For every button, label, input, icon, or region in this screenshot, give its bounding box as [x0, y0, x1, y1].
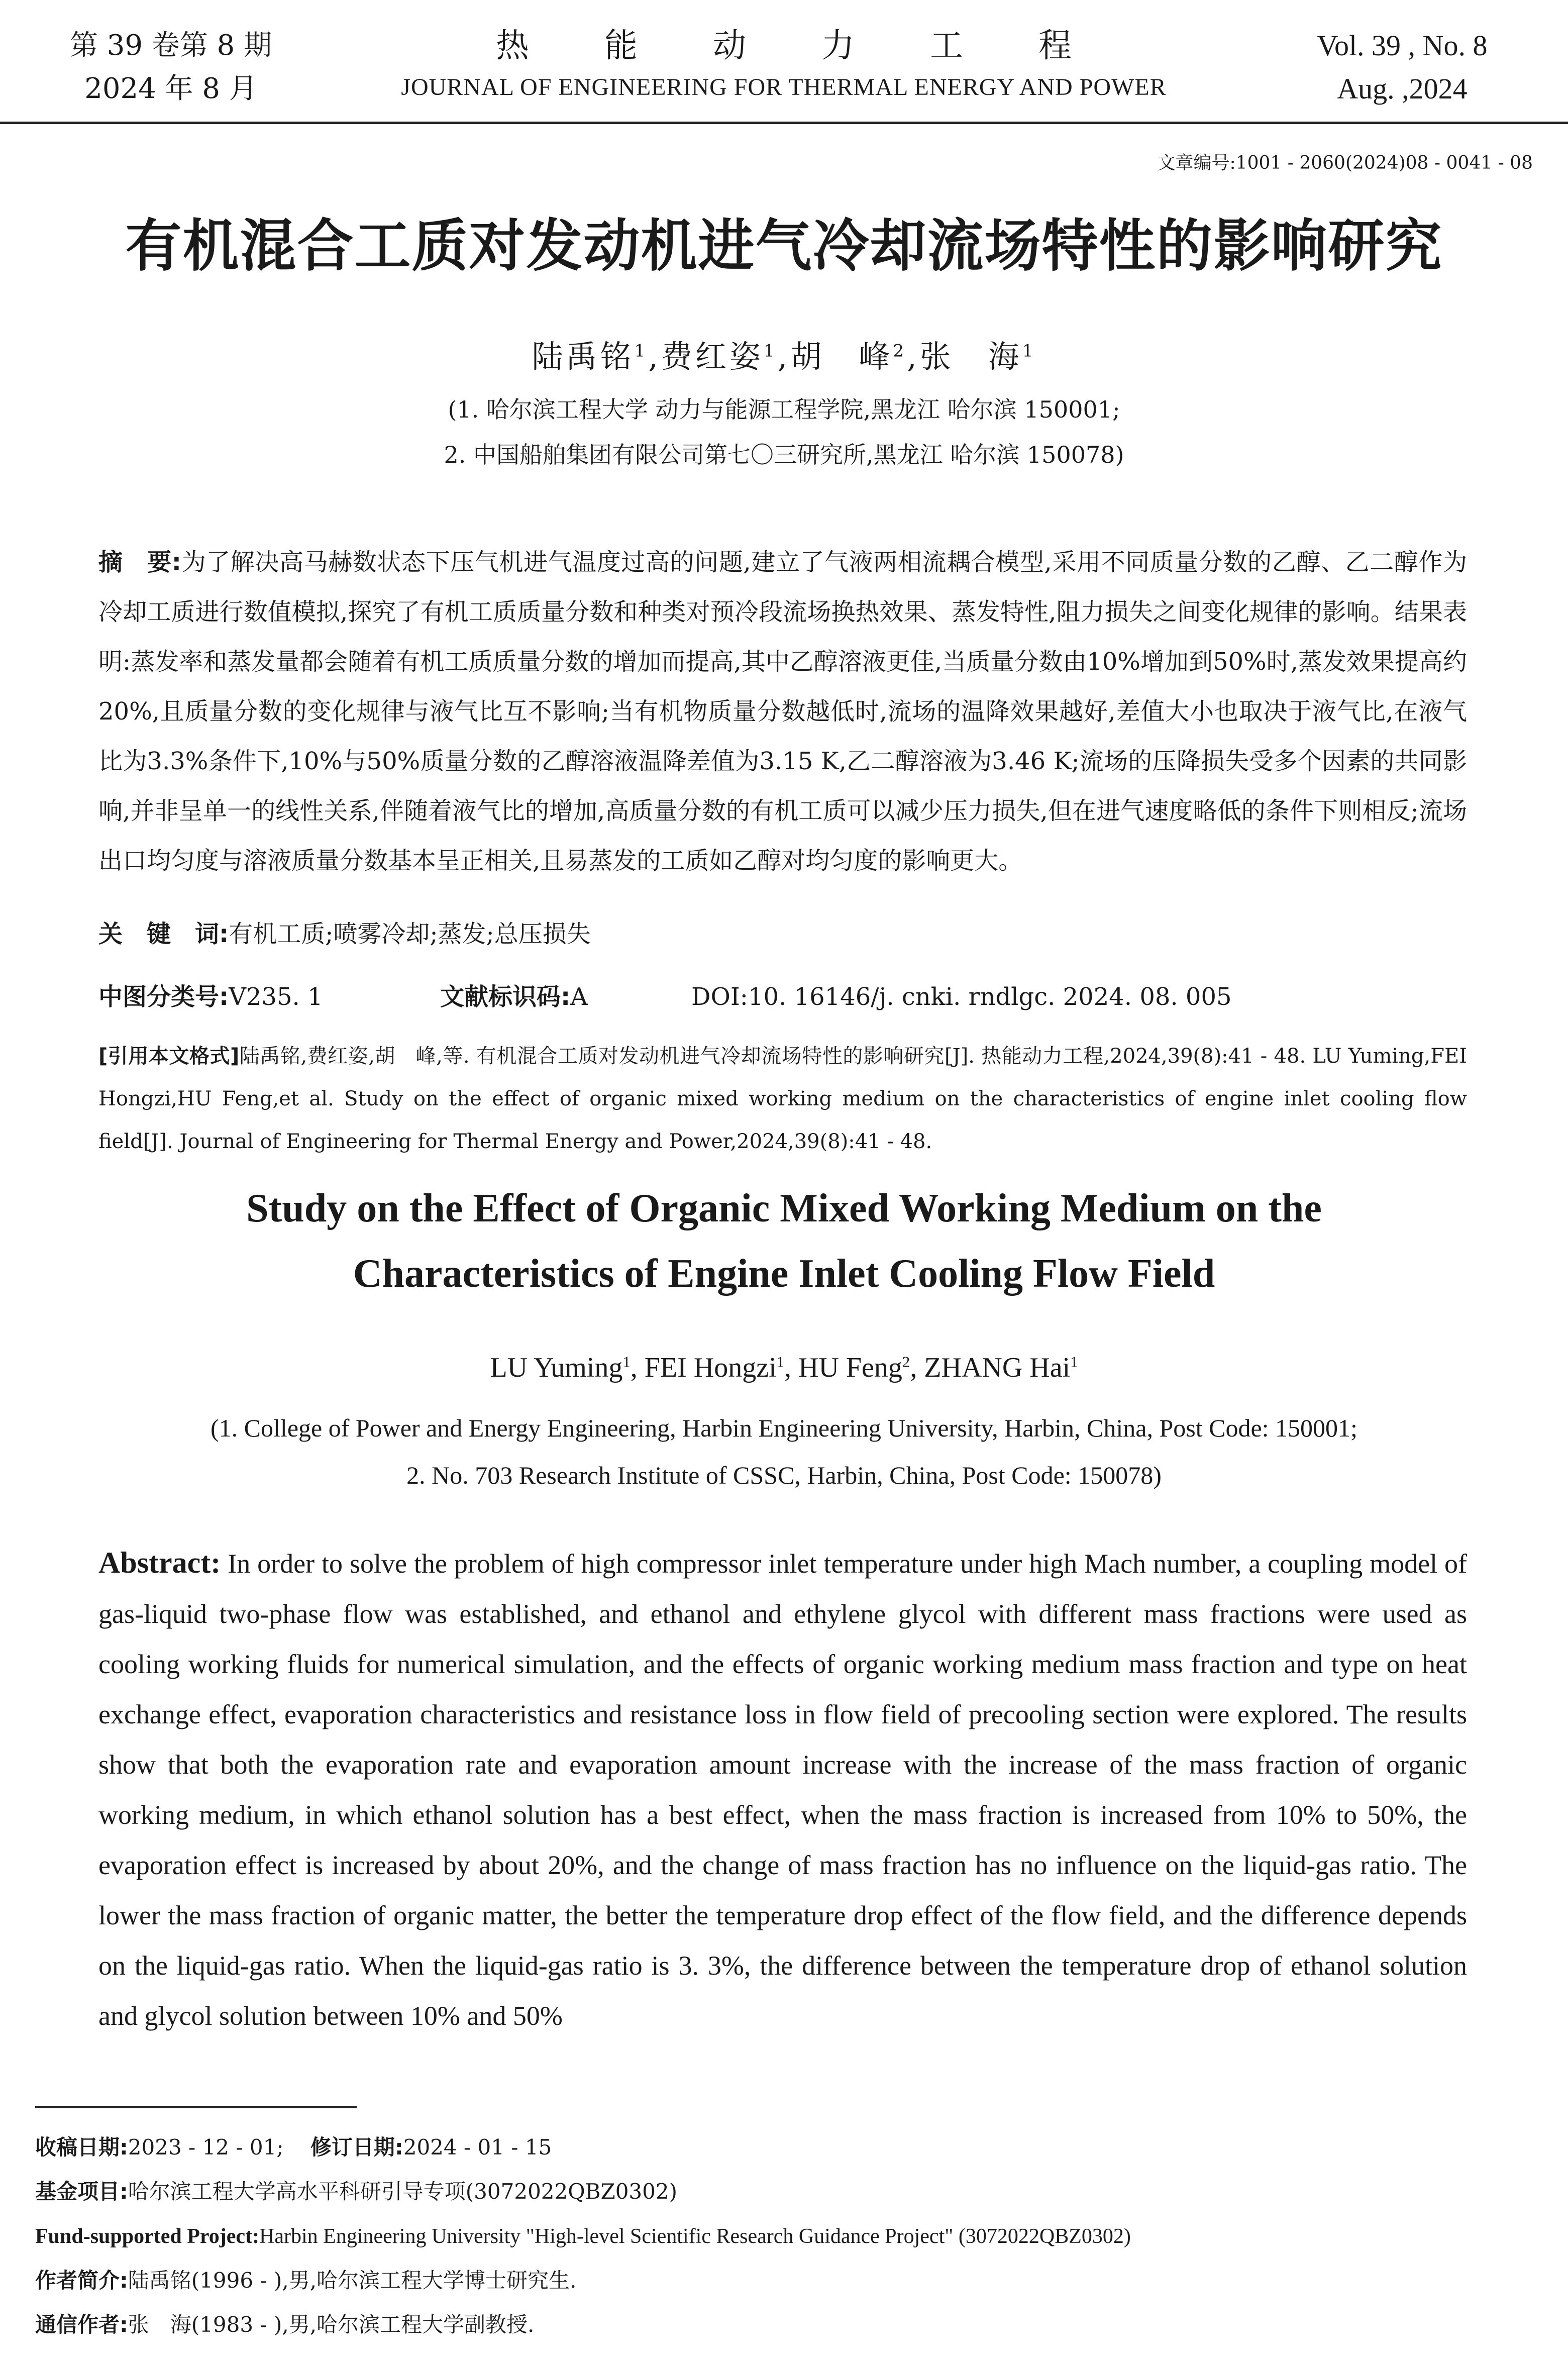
revised-date: 2024 - 01 - 15	[403, 2135, 552, 2160]
affiliations-en	[0, 1404, 1568, 1499]
clc-label: 中图分类号:	[98, 983, 229, 1011]
corresponding-label: 通信作者:	[35, 2312, 128, 2337]
abstract-en	[98, 1537, 1467, 2041]
title-en-line-2: Characteristics of Engine Inlet Cooling Flow Field	[353, 1252, 1215, 1296]
title-cn: 有机混合工质对发动机进气冷却流场特性的影响研究	[125, 214, 1443, 279]
keywords-cn-label: 关 键 词:	[98, 920, 229, 948]
author-bio-label: 作者简介:	[35, 2268, 128, 2293]
issue-date-cn: 2024 年 8 月	[84, 72, 257, 105]
author-en-2: FEI Hongzi$^1$	[644, 1352, 785, 1383]
author-en-4: ZHANG Hai$^1$	[924, 1352, 1078, 1383]
abstract-en-label: Abstract:	[98, 1546, 221, 1579]
keywords-cn	[98, 914, 1467, 949]
journal-name-en: JOURNAL OF ENGINEERING FOR THERMAL ENERGY AND POWER	[401, 74, 1167, 100]
journal-masthead	[352, 24, 1216, 108]
author-bio-text: 陆禹铭(1996 - ),男,哈尔滨工程大学博士研究生.	[128, 2268, 577, 2293]
abstract-cn-text: 为了解决高马赫数状态下压气机进气温度过高的问题,建立了气液两相流耦合模型,采用不同质量分数的乙醇、乙二醇作为冷却工质进行数值模拟,探究了有机工质质量分数和种类对预冷段流场换热效果、蒸发特性,阻力损失之间变化规律的影响。结果表明:蒸发率和蒸发量都会随着有机工质质量分数的增加而提高,其中乙醇溶液更佳,当质量分数由10%增加到50%时,蒸发效果提高约20%,且质量分数的变化规律与液气比互不影响;当有机物质量分数越低时,流场的温降效果越好,差值大小也取决于液气比,在液气比为3.3%条件下,10%与50%质量分数的乙醇溶液温降差值为3.15 K,乙二醇溶液为3.46 K;流场的压降损失受多个因素的共同影响,并非呈单一的线性关系,伴随着液气比的增加,高质量分数的有机工质可以减少压力损失,但在进气速度略低的条件下则相反;流场出口均匀度与溶液质量分数基本呈正相关,且易蒸发的工质如乙醇对均匀度的影响更大。	[98, 548, 1467, 875]
author-cn-3: 胡 峰$^2$	[790, 338, 907, 375]
author-en-3: HU Feng$^2$	[798, 1352, 910, 1383]
abstract-en-text: In order to solve the problem of high compressor inlet temperature under high Mach number, a coupling model of gas-liquid two-phase flow was established, and ethanol and ethylene glycol with different mass fractions were used as cooling working fluids for numerical simulation, and the effects of organic working medium mass fraction and type on heat exchange effect, evaporation characteristics and resistance loss in flow field of precooling section were explored. The results show that both the evaporation rate and evaporation amount increase with the increase of the mass fraction of organic working medium, in which ethanol solution has a best effect, when the mass fraction is increased from 10% to 50%, the evaporation effect is increased by about 20%, and the change of mass fraction has no influence on the liquid-gas ratio. The lower the mass fraction of organic matter, the better the temperature drop effect of the flow field, and the difference depends on the liquid-gas ratio. When the liquid-gas ratio is 3. 3%, the difference between the temperature drop of ethanol solution and glycol solution between 10% and 50%	[98, 1549, 1467, 2031]
header-rule	[0, 122, 1568, 124]
title-en	[0, 1176, 1568, 1306]
footnote-corresponding	[35, 2303, 1492, 2347]
received-date: 2023 - 12 - 01;	[128, 2135, 284, 2160]
citation-text: 陆禹铭,费红姿,胡 峰,等. 有机混合工质对发动机进气冷却流场特性的影响研究[J]. 热能动力工程,2024,39(8):41 - 48. LU Yuming,FEI Hongzi,HU Feng,et al. Study on the effect of organic mixed working medium on the characteristics of engine inlet cooling flow field[J]. Journal of Engineering for Thermal Energy and Power,2024,39(8):41 - 48.	[98, 1045, 1468, 1153]
footnotes	[35, 2125, 1492, 2347]
issue-date-en: Aug. ,2024	[1337, 72, 1468, 105]
article-number: 文章编号:1001 - 2060(2024)08 - 0041 - 08	[1157, 153, 1533, 173]
doc-code-value: A	[570, 983, 588, 1011]
authors-en: LU Yuming$^1$, FEI Hongzi$^1$, HU Feng$^2$, ZHANG Hai$^1$	[490, 1352, 1078, 1383]
received-label: 收稿日期:	[35, 2135, 128, 2160]
journal-name-cn: 热能动力工程	[496, 26, 1147, 65]
abstract-cn-label: 摘 要:	[98, 548, 181, 576]
affiliation-cn-2: 2. 中国船舶集团有限公司第七〇三研究所,黑龙江 哈尔滨 150078)	[444, 441, 1124, 468]
journal-issue-en	[1297, 24, 1508, 111]
revised-label: 修订日期:	[310, 2135, 403, 2160]
fund-cn-label: 基金项目:	[35, 2179, 128, 2204]
affiliations-cn	[0, 387, 1568, 477]
issue-volume-cn: 第 39 卷第 8 期	[69, 29, 272, 62]
footnote-dates	[35, 2125, 1492, 2170]
citation-label: [引用本文格式]	[98, 1045, 240, 1068]
doi: DOI:10. 16146/j. cnki. rndlgc. 2024. 08. 005	[691, 983, 1232, 1011]
affiliation-cn-1: (1. 哈尔滨工程大学 动力与能源工程学院,黑龙江 哈尔滨 150001;	[448, 396, 1120, 423]
affiliation-en-1: (1. College of Power and Energy Engineering, Harbin Engineering University, Harbin, China, Post Code: 150001;	[211, 1414, 1357, 1442]
keywords-cn-text: 有机工质;喷雾冷却;蒸发;总压损失	[229, 920, 591, 948]
footnote-fund-cn	[35, 2170, 1492, 2214]
fund-en-label: Fund-supported Project:	[35, 2225, 260, 2248]
affiliation-en-2: 2. No. 703 Research Institute of CSSC, Harbin, China, Post Code: 150078)	[406, 1461, 1162, 1489]
clc-value: V235. 1	[229, 983, 323, 1011]
doc-code-label: 文献标识码:	[440, 983, 571, 1011]
footnote-rule	[35, 2106, 357, 2108]
footnote-fund-en	[35, 2214, 1492, 2259]
journal-issue-cn	[60, 24, 281, 111]
citation-format	[98, 1035, 1467, 1163]
fund-cn-text: 哈尔滨工程大学高水平科研引导专项(3072022QBZ0302)	[128, 2179, 677, 2204]
abstract-cn	[98, 538, 1467, 886]
title-en-line-1: Study on the Effect of Organic Mixed Working Medium on the	[246, 1186, 1322, 1230]
authors-cn: 陆禹铭$^1$,费红姿$^1$,胡 峰$^2$,张 海$^1$	[532, 338, 1036, 375]
classification-line	[98, 977, 1467, 1012]
fund-en-text: Harbin Engineering University "High-level Scientific Research Guidance Project" (3072022QBZ0302)	[259, 2225, 1131, 2248]
issue-volume-en: Vol. 39 , No. 8	[1317, 29, 1488, 62]
corresponding-text: 张 海(1983 - ),男,哈尔滨工程大学副教授.	[128, 2312, 535, 2337]
author-cn-2: 费红姿$^1$	[661, 338, 778, 375]
author-cn-1: 陆禹铭$^1$	[532, 338, 649, 375]
author-en-1: LU Yuming$^1$	[490, 1352, 631, 1383]
author-cn-4: 张 海$^1$	[919, 338, 1036, 375]
footnote-author-bio	[35, 2259, 1492, 2303]
